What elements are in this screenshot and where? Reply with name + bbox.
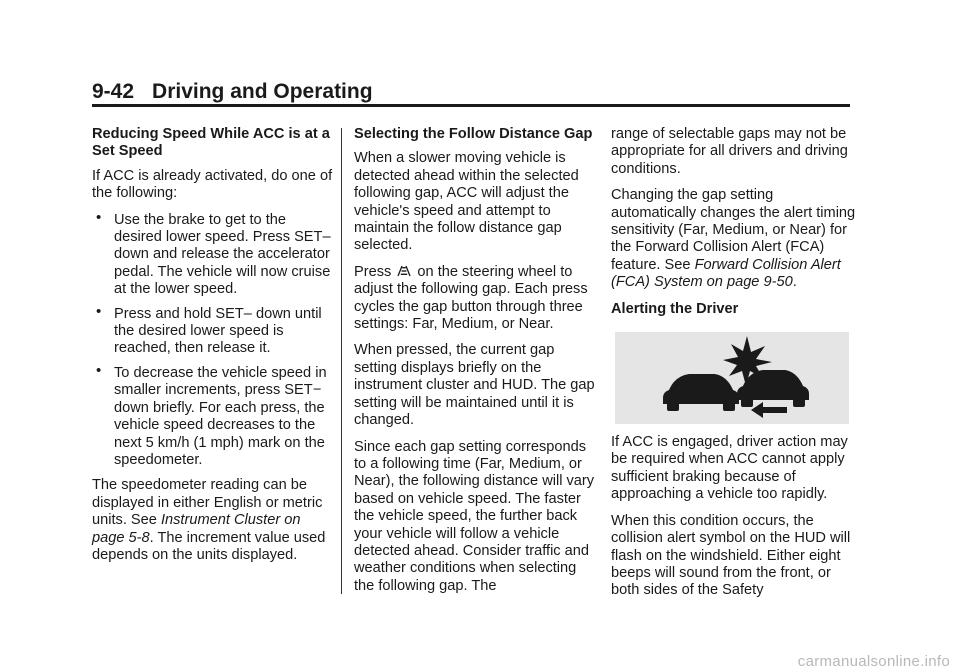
list-item: • Use the brake to get to the desired lower speed. Press SET– down and release the accelerator pedal. The vehicle will now cruise at the lower speed.: [96, 208, 331, 298]
instrument-cluster-link[interactable]: Instrument Cluster on page 5-8: [92, 512, 301, 546]
list-item: • Press and hold SET– down until the desired lower speed is reached, then release it.: [96, 302, 322, 357]
heading-alerting-driver: Alerting the Driver: [611, 300, 739, 317]
intro-paragraph: If ACC is already activated, do one of the following:: [92, 167, 333, 202]
follow-gap-icon: [397, 264, 411, 278]
acc-engaged-paragraph: If ACC is engaged, driver action may be required when ACC cannot apply sufficient braking because of approaching a vehicle too rapidly.: [611, 434, 848, 503]
list-item: • To decrease the vehicle speed in smaller increments, press SET− down briefly. For each press, the vehicle speed decreases to the next 5 km/h (1 mph) mark on the speedometer.: [96, 361, 327, 468]
gap-paragraph-3: When pressed, the current gap setting displays briefly on the instrument cluster and HUD. The gap setting will be maintained until it is changed.: [354, 342, 595, 429]
gap-paragraph-4: Since each gap setting corresponds to a following time (Far, Medium, or Near), the following distance will vary based on vehicle speed. The faster the vehicle speed, the further back your vehicle will follow a vehicle detected ahead. Consider traffic and weather conditions when selecting the following gap. The: [354, 438, 595, 594]
column-2: [354, 126, 600, 604]
bullet-list: [92, 208, 335, 470]
collision-alert-icon: [615, 332, 849, 424]
fca-link[interactable]: Forward Collision Alert (FCA) System on page 9-50: [611, 256, 841, 291]
page-header: [92, 80, 850, 104]
range-paragraph: range of selectable gaps may not be appropriate for all drivers and driving conditions.: [611, 126, 848, 177]
column-1: [92, 126, 335, 573]
watermark: carmanualsonline.info: [797, 653, 950, 670]
alert-timing-paragraph: Changing the gap setting automatically changes the alert timing sensitivity (Far, Medium, or Near) for the Forward Collision Alert (FCA) feature. See Forward Collision Alert (FCA) System on page 9-50.: [611, 187, 856, 291]
gap-paragraph-1: When a slower moving vehicle is detected ahead within the selected following gap, ACC will adjust the vehicle's speed and attempt to maintain the follow distance gap selected.: [354, 150, 579, 254]
header-rule: [92, 104, 850, 107]
bullet-icon: •: [96, 208, 102, 226]
column-divider: [341, 128, 342, 594]
condition-paragraph: When this condition occurs, the collision alert symbol on the HUD will flash on the windshield. Either eight beeps will sound from the front, or both sides of the Safety: [611, 512, 851, 599]
page-number: 9-42: [92, 80, 135, 103]
gap-paragraph-2: Press on the steering wheel to adjust the following gap. Each press cycles the gap button through three settings: Far, Medium, or Near.: [354, 263, 588, 333]
column-3: [611, 126, 857, 609]
collision-alert-figure: [615, 332, 849, 424]
bullet-icon: •: [96, 361, 102, 379]
speedometer-paragraph: The speedometer reading can be displayed in either English or metric units. See Instrument Cluster on page 5-8. The increment value used depends on the units displayed.: [92, 477, 326, 563]
bullet-icon: •: [96, 302, 102, 320]
heading-follow-distance: Selecting the Follow Distance Gap: [354, 126, 593, 142]
heading-reducing-speed: Reducing Speed While ACC is at a Set Speed: [92, 126, 330, 160]
section-title: Driving and Operating: [152, 80, 373, 103]
